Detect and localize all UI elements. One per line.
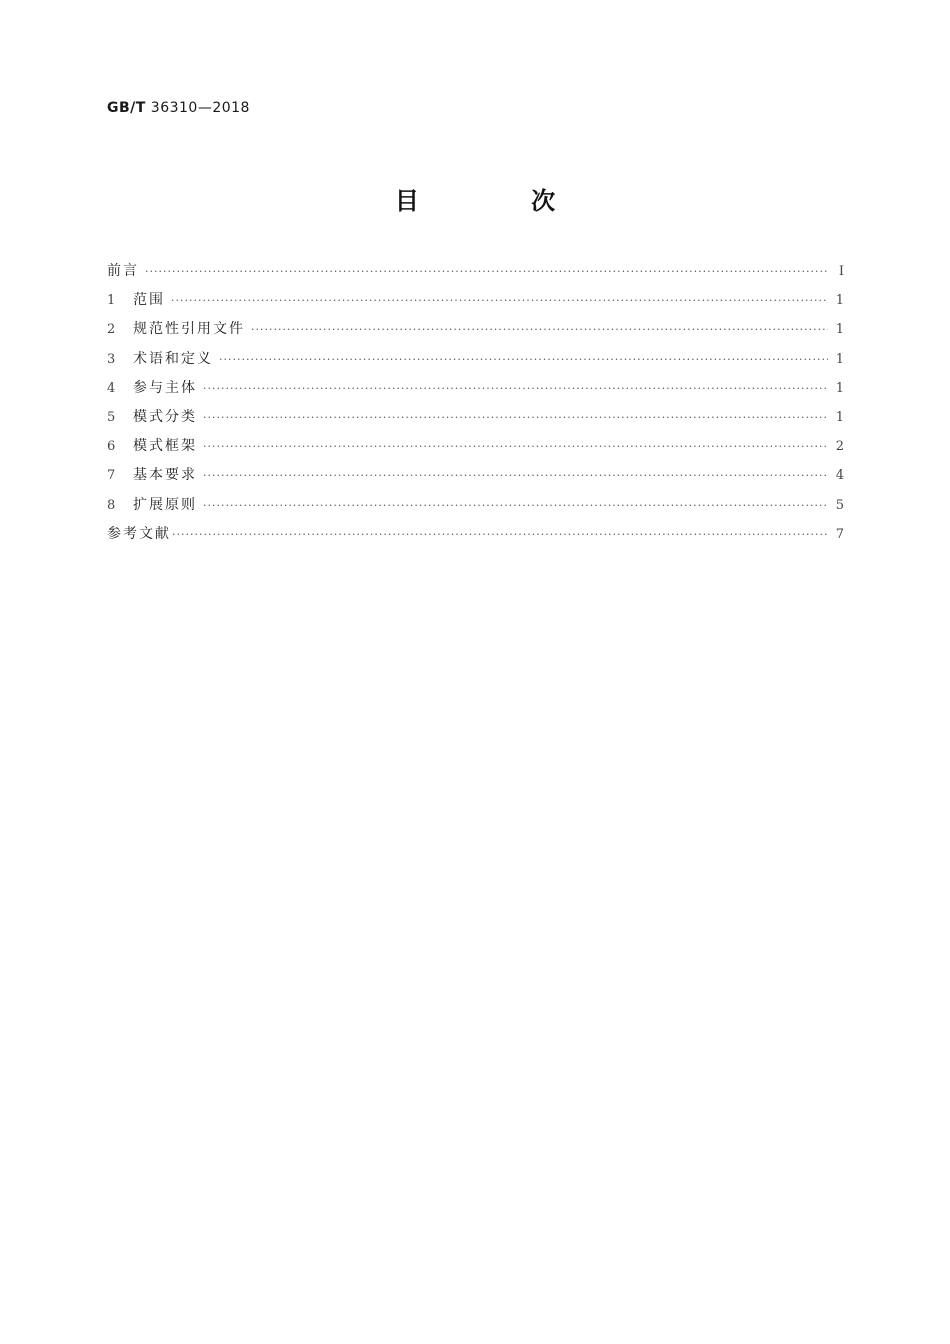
standard-number: 36310—2018	[150, 100, 250, 116]
toc-entry-page: 7	[835, 526, 844, 542]
toc-entry-foreword[interactable]	[107, 259, 844, 288]
toc-entry-bibliography[interactable]	[107, 522, 844, 551]
toc-entry-page: 1	[835, 380, 844, 396]
standard-code	[107, 100, 250, 116]
dot-leader	[203, 464, 828, 488]
toc-entry-page: 1	[835, 351, 844, 367]
toc-entry-number: 5	[107, 409, 116, 425]
dot-leader	[203, 435, 828, 459]
dot-leader	[203, 377, 828, 401]
toc-entry-terms-definitions[interactable]	[107, 347, 844, 376]
dot-leader	[203, 406, 828, 430]
toc-entry-number: 2	[107, 322, 116, 338]
toc-entry-label: 模式框架	[133, 438, 197, 455]
toc-entry-page: 2	[835, 439, 844, 455]
toc-entry-number: 3	[107, 351, 116, 367]
toc-entry-label: 扩展原则	[133, 496, 197, 513]
toc-entry-label: 范围	[133, 292, 165, 309]
toc-entry-page: 1	[835, 293, 844, 309]
toc-entry-model-framework[interactable]	[107, 434, 844, 463]
toc-entry-participants[interactable]	[107, 376, 844, 405]
toc-entry-number: 1	[107, 293, 116, 309]
toc-entry-page: 5	[835, 497, 844, 513]
toc-entry-label: 术语和定义	[133, 350, 213, 367]
dot-leader	[145, 260, 828, 284]
toc-entry-model-classification[interactable]	[107, 405, 844, 434]
toc-entry-label: 模式分类	[133, 408, 197, 425]
toc-entry-label: 参考文献	[107, 525, 171, 542]
dot-leader	[219, 348, 828, 372]
toc-entry-page: 4	[835, 468, 844, 484]
dot-leader	[251, 318, 828, 342]
toc-entry-page: Ⅰ	[838, 264, 844, 279]
standard-prefix: GB/T	[107, 100, 146, 116]
toc-entry-page: 1	[835, 322, 844, 338]
toc-entry-normative-references[interactable]	[107, 317, 844, 346]
table-of-contents	[107, 259, 844, 551]
toc-entry-number: 8	[107, 497, 116, 513]
toc-entry-label: 规范性引用文件	[133, 321, 245, 338]
dot-leader	[203, 494, 828, 518]
toc-entry-label: 参与主体	[133, 379, 197, 396]
toc-entry-page: 1	[835, 409, 844, 425]
toc-entry-extension-principles[interactable]	[107, 493, 844, 522]
dot-leader	[171, 289, 828, 313]
toc-entry-number: 7	[107, 468, 116, 484]
dot-leader	[172, 523, 828, 547]
toc-entry-basic-requirements[interactable]	[107, 463, 844, 492]
toc-entry-label: 前言	[107, 263, 139, 279]
toc-entry-label: 基本要求	[133, 467, 197, 484]
toc-entry-scope[interactable]	[107, 288, 844, 317]
toc-entry-number: 6	[107, 439, 116, 455]
toc-entry-number: 4	[107, 380, 116, 396]
toc-title: 目 次	[394, 187, 608, 215]
